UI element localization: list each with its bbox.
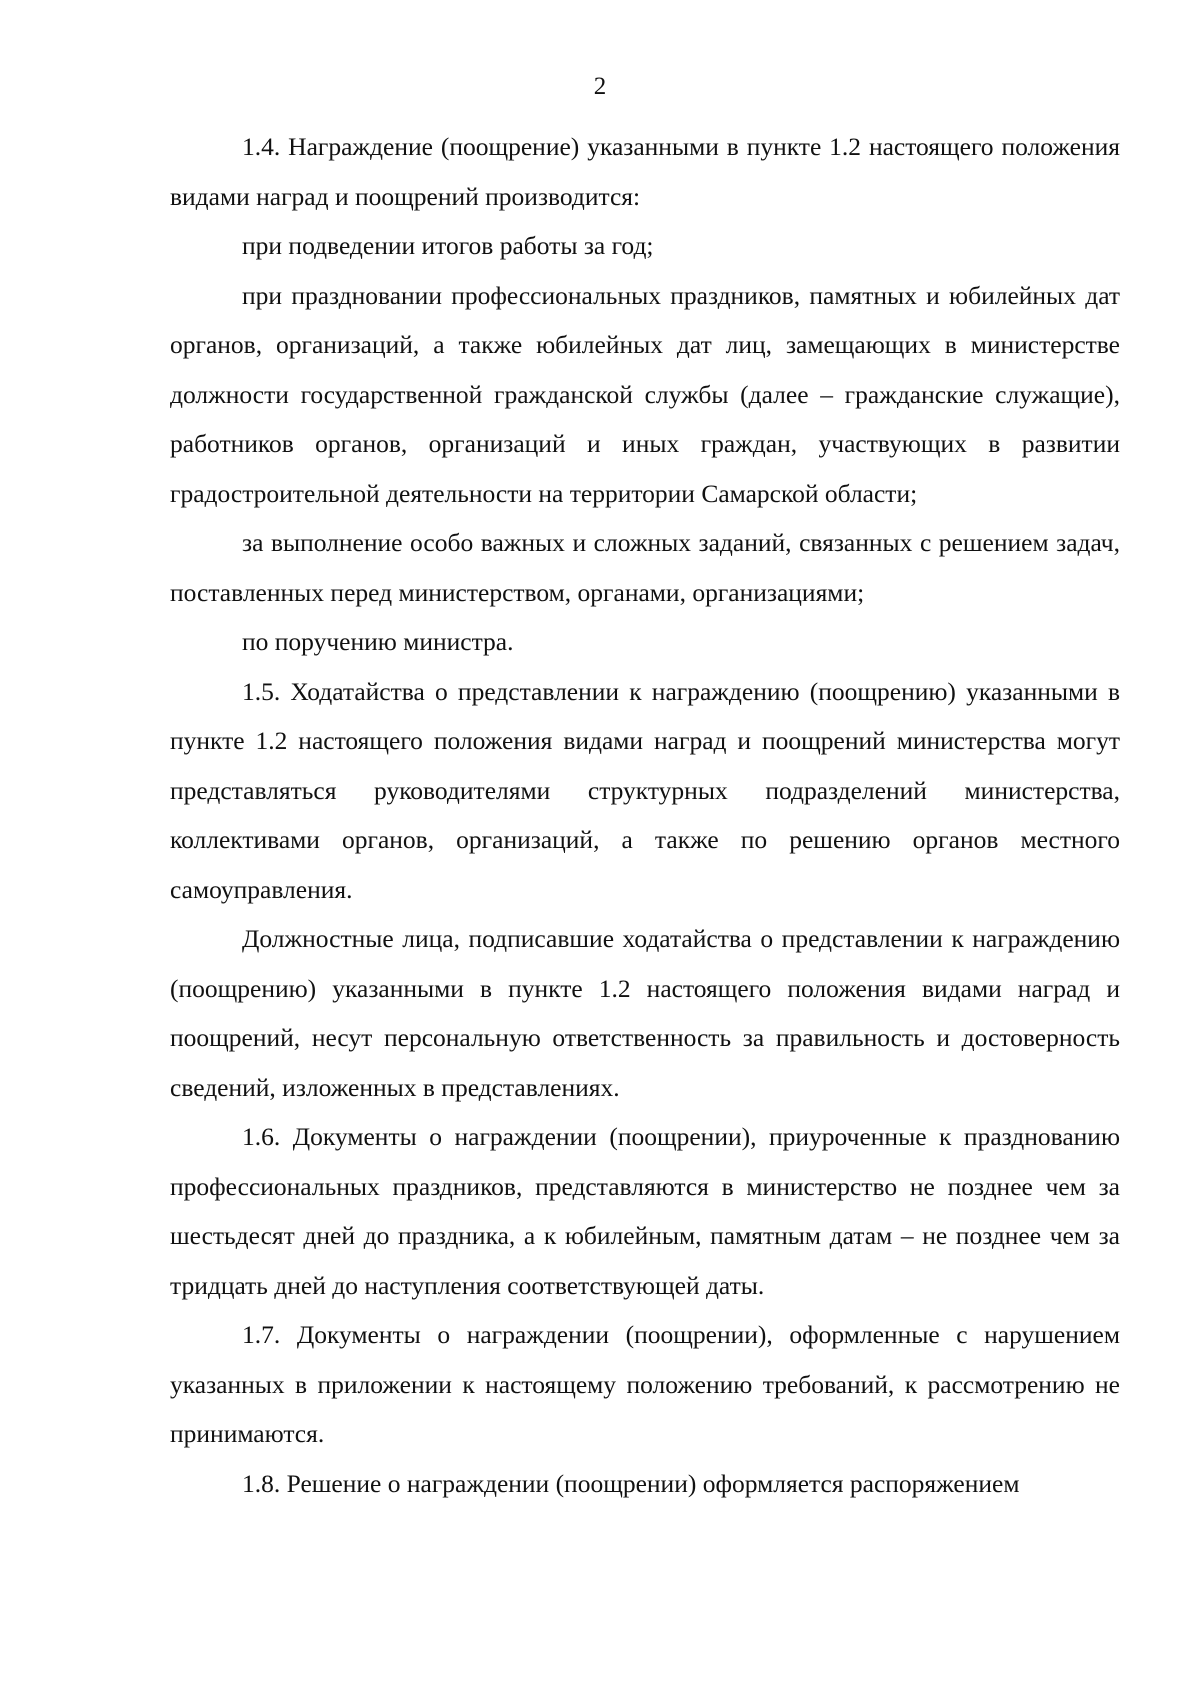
- paragraph-year-results: при подведении итогов работы за год;: [242, 231, 654, 260]
- paragraph-minister-order: по поручению министра.: [242, 627, 514, 656]
- document-body: [170, 122, 1120, 1508]
- paragraph-officials-responsibility: Должностные лица, подписавшие ходатайства о представлении к награждению (поощрению) указанными в пункте 1.2 настоящего положения видами наград и поощрений, несут персональную ответственность за правильность и достоверность сведений, изложенных в представлениях.: [170, 924, 1120, 1102]
- paragraph-1-5: 1.5. Ходатайства о представлении к награждению (поощрению) указанными в пункте 1.2 настоящего положения видами наград и поощрений министерства могут представляться руководителями структурных подразделений министерства, коллективами органов, организаций, а также по решению органов местного самоуправления.: [170, 676, 1120, 904]
- page-number: 2: [593, 73, 607, 100]
- paragraph-1-7: 1.7. Документы о награждении (поощрении), оформленные с нарушением указанных в приложении к настоящему положению требований, к рассмотрению не принимаются.: [170, 1320, 1120, 1448]
- paragraph-holidays: при праздновании профессиональных праздников, памятных и юбилейных дат органов, организаций, а также юбилейных дат лиц, замещающих в министерстве должности государственной гражданской службы (далее – гражданские служащие), работников органов, организаций и иных граждан, участвующих в развитии градостроительной деятельности на территории Самарской области;: [170, 280, 1120, 508]
- paragraph-1-4: 1.4. Награждение (поощрение) указанными в пункте 1.2 настоящего положения видами наград и поощрений производится:: [170, 132, 1120, 211]
- paragraph-special-tasks: за выполнение особо важных и сложных заданий, связанных с решением задач, поставленных перед министерством, органами, организациями;: [170, 528, 1120, 607]
- paragraph-1-8: 1.8. Решение о награждении (поощрении) оформляется распоряжением: [242, 1468, 1020, 1498]
- paragraph-1-6: 1.6. Документы о награждении (поощрении), приуроченные к празднованию профессиональных праздников, представляются в министерство не позднее чем за шестьдесят дней до праздника, а к юбилейным, памятным датам – не позднее чем за тридцать дней до наступления соответствующей даты.: [170, 1122, 1120, 1300]
